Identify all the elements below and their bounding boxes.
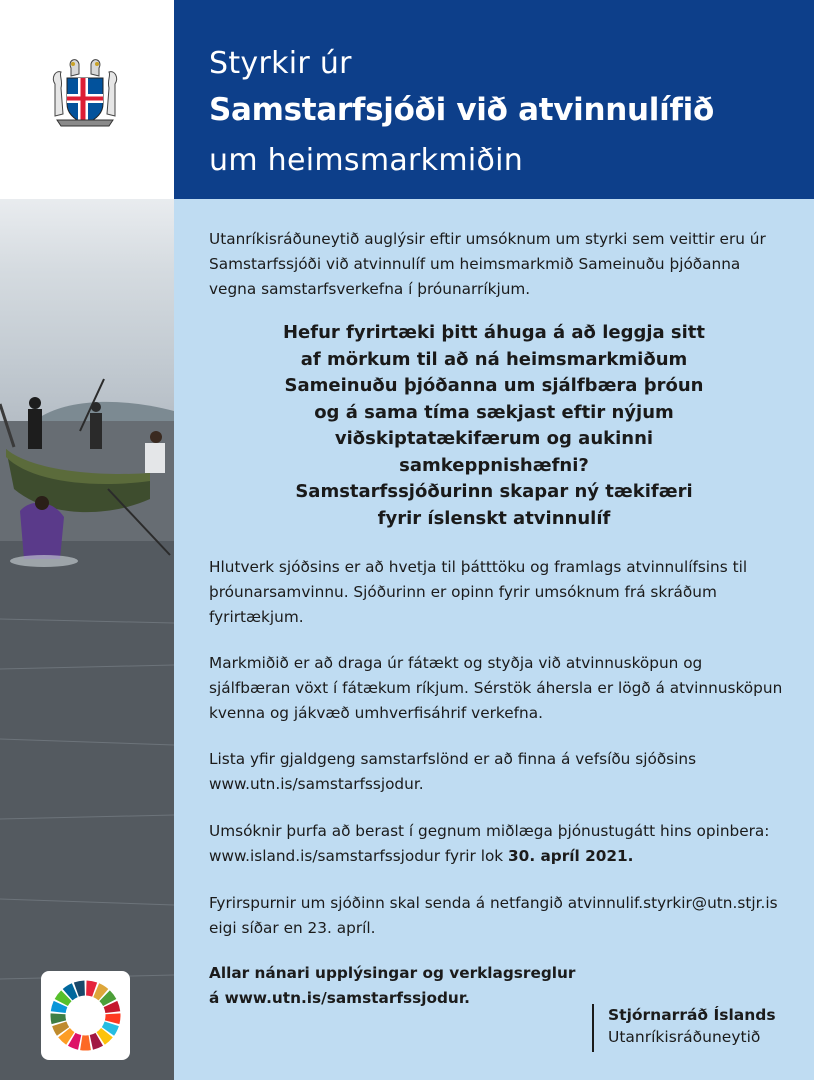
goal-paragraph: Markmiðið er að draga úr fátækt og styðja við atvinnusköpun og sjálfbæran vöxt í fátækum ríkjum. Sérstök áhersla er lögð á atvinnusköpun kvenna og jákvæð umhverfisáhrif verkefna. bbox=[209, 654, 783, 722]
question-line: viðskiptatækifærum og aukinni bbox=[334, 428, 654, 449]
apply-paragraph bbox=[209, 819, 784, 869]
apply-deadline: 30. apríl 2021. bbox=[508, 847, 634, 865]
questions-paragraph: Fyrirspurnir um sjóðinn skal senda á netfangið atvinnulif.styrkir@utn.stjr.is eigi síðar en 23. apríl. bbox=[209, 894, 778, 937]
question-line: Sameinuðu þjóðanna um sjálfbæra þróun bbox=[284, 375, 704, 396]
crest-panel bbox=[0, 0, 174, 199]
question-line: og á sama tíma sækjast eftir nýjum bbox=[314, 401, 674, 423]
sdg-logo bbox=[41, 971, 130, 1060]
photo-illustration bbox=[0, 199, 174, 1080]
apply-text: Umsóknir þurfa að berast í gegnum miðlæga þjónustugátt hins opinbera: www.island.is/samstarfssjodur fyrir lok bbox=[209, 822, 770, 865]
government-signature bbox=[592, 1004, 776, 1052]
question-line: samkeppnishæfni? bbox=[399, 454, 589, 476]
intro-paragraph: Utanríkisráðuneytið auglýsir eftir umsóknum um styrki sem veittir eru úr Samstarfssjóði við atvinnulíf um heimsmarkmið Sameinuðu þjóðanna vegna samstarfsverkefna í þróunarríkjum. bbox=[209, 230, 766, 298]
question-block bbox=[214, 320, 774, 532]
title-line-3: um heimsmarkmiðin bbox=[209, 143, 524, 178]
ministry-name: Utanríkisráðuneytið bbox=[608, 1028, 761, 1046]
content-panel bbox=[174, 199, 814, 1080]
footer-line-2: á www.utn.is/samstarfssjodur. bbox=[209, 989, 470, 1007]
iceland-coat-of-arms-icon bbox=[49, 54, 121, 130]
question-line: af mörkum til að ná heimsmarkmiðum bbox=[300, 348, 688, 370]
header-banner bbox=[174, 0, 814, 199]
role-paragraph: Hlutverk sjóðsins er að hvetja til þátttöku og framlags atvinnulífsins til þróunarsamvinnu. Sjóðurinn er opinn fyrir umsóknum frá skráðum fyrirtækjum. bbox=[209, 558, 748, 626]
question-line: Samstarfssjóðurinn skapar ný tækifæri bbox=[295, 481, 693, 502]
government-name: Stjórnarráð Íslands bbox=[608, 1006, 776, 1024]
sdg-segment bbox=[80, 1035, 91, 1050]
question-line: fyrir íslenskt atvinnulíf bbox=[377, 507, 611, 529]
question-line: Hefur fyrirtæki þitt áhuga á að leggja sitt bbox=[282, 322, 706, 343]
title-line-2: Samstarfsjóði við atvinnulífið bbox=[209, 92, 714, 128]
lake-fishermen-photo bbox=[0, 199, 174, 1080]
title-line-1: Styrkir úr bbox=[209, 46, 352, 81]
sdg-wheel-icon bbox=[41, 971, 130, 1060]
footer-line-1: Allar nánari upplýsingar og verklagsreglur bbox=[209, 964, 576, 982]
countries-paragraph: Lista yfir gjaldgeng samstarfslönd er að finna á vefsíðu sjóðsins www.utn.is/samstarfssjodur. bbox=[209, 750, 697, 793]
footer-info bbox=[209, 961, 629, 1011]
